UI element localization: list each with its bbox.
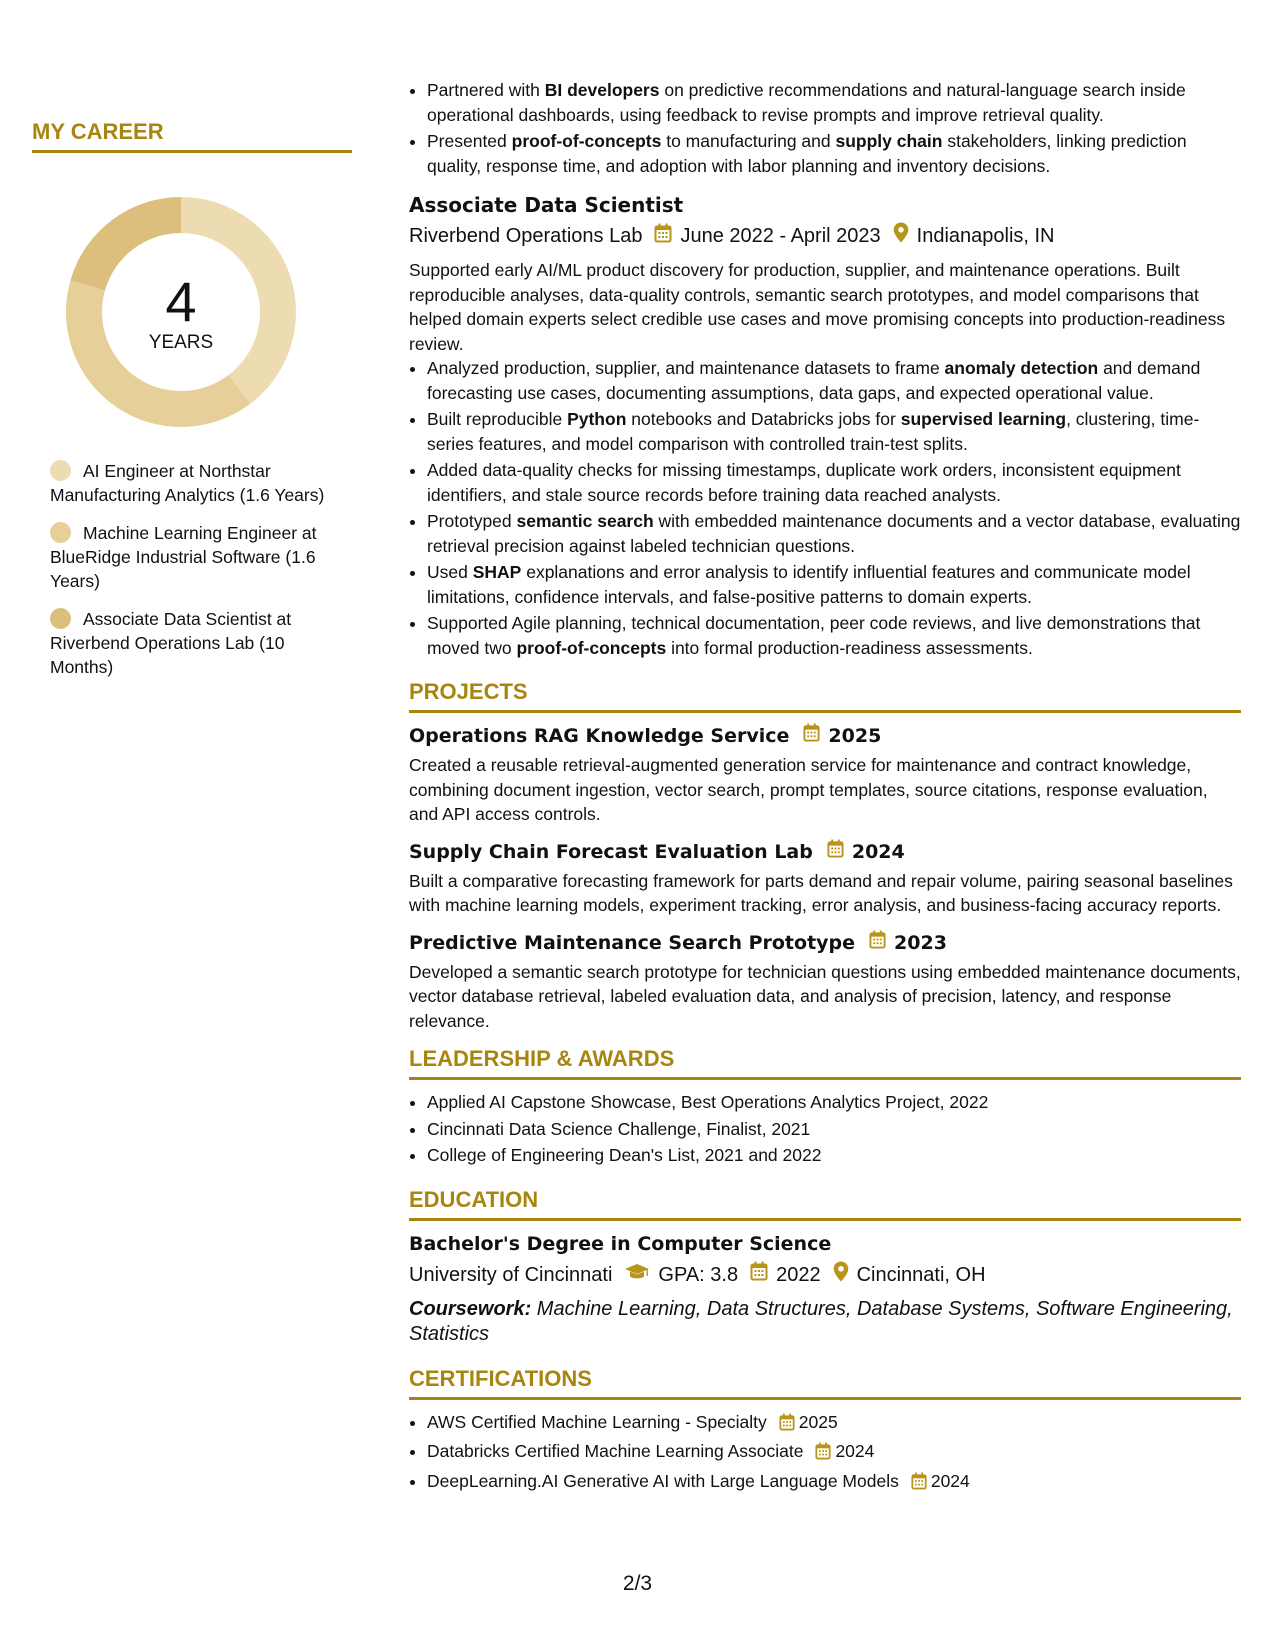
calendar-icon (654, 223, 672, 250)
legend-label: AI Engineer at Northstar Manufacturing Analytics (1.6 Years) (50, 461, 325, 505)
text-run: Supported Agile planning, technical documentation, peer code reviews, and live demonstrations that moved two (427, 613, 1201, 658)
list-item (427, 78, 1241, 127)
career-heading-rule (32, 150, 352, 153)
list-item (427, 560, 1241, 609)
location-pin-icon (893, 222, 909, 250)
certification-name: AWS Certified Machine Learning - Specialty (427, 1411, 767, 1432)
coursework-list: Machine Learning, Data Structures, Database Systems, Software Engineering, Statistics (409, 1297, 1233, 1345)
project-year: 2023 (894, 931, 947, 954)
bold-keyword: supply chain (835, 131, 943, 151)
career-donut-chart (66, 197, 296, 427)
education-coursework (409, 1297, 1241, 1347)
job-location: Indianapolis, IN (916, 225, 1055, 247)
education-location: Cincinnati, OH (856, 1263, 986, 1286)
award-item: • Cincinnati Data Science Challenge, Finalist, 2021 (427, 1117, 1241, 1142)
award-item: • Applied AI Capstone Showcase, Best Operations Analytics Project, 2022 (427, 1090, 1241, 1115)
project-title: Operations RAG Knowledge Service (409, 725, 790, 747)
job-title: Associate Data Scientist (409, 193, 684, 217)
legend-label: Machine Learning Engineer at BlueRidge Industrial Software (1.6 Years) (50, 523, 317, 591)
bold-keyword: anomaly detection (944, 358, 1099, 378)
bold-keyword: Python (567, 409, 627, 429)
awards-rule (409, 1077, 1241, 1080)
project-item (409, 839, 1241, 918)
text-run: Presented (427, 131, 512, 151)
certification-year: 2024 (835, 1441, 875, 1461)
education-meta-row (409, 1261, 1241, 1289)
career-heading: MY CAREER (32, 119, 164, 144)
calendar-icon (803, 723, 820, 749)
calendar-icon (779, 1413, 795, 1438)
text-run: , clustering, time-series features, and model comparison with controlled train-test splits. (427, 409, 1200, 454)
project-title: Supply Chain Forecast Evaluation Lab (409, 840, 813, 863)
project-year: 2025 (828, 725, 882, 747)
career-legend (50, 459, 330, 679)
projects-heading: PROJECTS (409, 679, 528, 704)
project-title-row (409, 930, 1241, 956)
project-item (409, 723, 1241, 827)
text-run: on predictive recommendations and natural-language search inside operational dashboards, using feedback to revise prompts and improve retrieval quality. (427, 80, 1186, 125)
text-run: into formal production-readiness assessments. (666, 637, 1033, 658)
project-title-row (409, 839, 1241, 865)
job-dates: June 2022 - April 2023 (680, 225, 881, 247)
certifications-list (409, 1410, 1241, 1497)
education-year: 2022 (776, 1263, 821, 1286)
text-run: to manufacturing and (661, 131, 836, 151)
legend-swatch (50, 608, 71, 629)
right-column (409, 78, 1241, 1498)
legend-item (50, 459, 330, 507)
bold-keyword: SHAP (472, 562, 522, 582)
job-bullets (409, 356, 1241, 660)
bold-keyword: semantic search (516, 511, 654, 531)
certification-item (427, 1410, 1241, 1438)
bold-keyword: proof-of-concepts (511, 131, 662, 151)
calendar-icon (869, 930, 886, 956)
projects-rule (409, 710, 1241, 713)
project-title: Predictive Maintenance Search Prototype (409, 931, 856, 954)
graduation-cap-icon (624, 1262, 650, 1288)
education-gpa: GPA: 3.8 (658, 1263, 739, 1286)
legend-label: Associate Data Scientist at Riverbend Operations Lab (10 Months) (50, 609, 292, 677)
calendar-icon (911, 1472, 927, 1497)
text-run: Added data-quality checks for missing timestamps, duplicate work orders, inconsistent equipment identifiers, and stale source records before training data reached analysts. (427, 460, 1181, 505)
text-run: Used (427, 562, 473, 582)
bold-keyword: supervised learning (900, 409, 1067, 429)
bold-keyword: proof-of-concepts (516, 637, 667, 658)
project-description: Developed a semantic search prototype for technician questions using embedded maintenance documents, vector database retrieval, labeled evaluation data, and analysis of precision, latency, and response relevance. (409, 961, 1241, 1031)
certifications-heading: CERTIFICATIONS (409, 1365, 592, 1391)
awards-heading: LEADERSHIP & AWARDS (409, 1046, 675, 1071)
certification-name: Databricks Certified Machine Learning Associate (427, 1441, 804, 1461)
job-summary: Supported early AI/ML product discovery for production, supplier, and maintenance operations. Built reproducible analyses, data-quality controls, semantic search prototypes, and model comparisons that helped domain experts select credible use cases and move promising concepts into production-readiness review. (409, 260, 1226, 354)
legend-item (50, 521, 330, 593)
award-item: • College of Engineering Dean's List, 2021 and 2022 (427, 1143, 1241, 1168)
list-item (427, 356, 1241, 405)
project-description: Created a reusable retrieval-augmented generation service for maintenance and contract knowledge, combining document ingestion, vector search, prompt templates, source citations, response evaluation, and API access controls. (409, 755, 1208, 824)
previous-job-bullets (409, 78, 1241, 178)
location-pin-icon (833, 1261, 849, 1289)
project-description: Built a comparative forecasting framework for parts demand and repair volume, pairing seasonal baselines with machine learning models, experiment tracking, error analysis, and business-facing accuracy reports. (409, 870, 1233, 915)
projects-list (409, 723, 1241, 1033)
donut-center-label (66, 197, 296, 427)
calendar-icon (750, 1261, 768, 1288)
project-title-row (409, 723, 1241, 749)
list-item (427, 407, 1241, 456)
text-run: Partnered with (427, 80, 545, 100)
project-item (409, 930, 1241, 1034)
certification-year: 2024 (930, 1470, 970, 1491)
awards-list (409, 1090, 1241, 1168)
project-year: 2024 (851, 840, 905, 863)
career-years-unit: YEARS (148, 332, 214, 353)
legend-swatch (50, 460, 71, 481)
text-run: Analyzed production, supplier, and maintenance datasets to frame (427, 358, 945, 378)
legend-swatch (50, 522, 71, 543)
list-item (427, 611, 1241, 660)
list-item (427, 458, 1241, 507)
calendar-icon (815, 1442, 831, 1467)
text-run: stakeholders, linking prediction quality, response time, and adoption with labor planning and inventory decisions. (427, 131, 1187, 176)
bold-keyword: BI developers (544, 80, 660, 100)
certifications-rule (409, 1397, 1241, 1400)
education-degree: Bachelor's Degree in Computer Science (409, 1232, 832, 1255)
text-run: explanations and error analysis to identify influential features and communicate model limitations, confidence intervals, and false-positive patterns to domain experts. (427, 562, 1191, 607)
text-run: Prototyped (427, 511, 517, 531)
certification-year: 2025 (798, 1411, 838, 1432)
job-company: Riverbend Operations Lab (409, 225, 643, 247)
text-run: and demand forecasting use cases, documenting assumptions, data gaps, and expected operational value. (427, 358, 1201, 403)
text-run: with embedded maintenance documents and a vector database, evaluating retrieval precision against labeled technician questions. (427, 511, 1241, 556)
page-number: 2/3 (622, 1572, 653, 1595)
certification-item (427, 1439, 1241, 1467)
certification-name: DeepLearning.AI Generative AI with Large Language Models (427, 1470, 899, 1491)
text-run: Built reproducible (427, 409, 568, 429)
career-years-number: 4 (165, 270, 197, 333)
list-item (427, 509, 1241, 558)
list-item (427, 129, 1241, 178)
calendar-icon (827, 839, 844, 865)
certification-item (427, 1469, 1241, 1497)
education-heading: EDUCATION (409, 1186, 539, 1212)
job-meta-row (409, 222, 1241, 250)
education-rule (409, 1218, 1241, 1221)
legend-item (50, 607, 330, 679)
education-school: University of Cincinnati (409, 1263, 613, 1286)
left-column (32, 118, 352, 693)
text-run: notebooks and Databricks jobs for (626, 409, 901, 429)
coursework-label: Coursework: (409, 1297, 532, 1320)
